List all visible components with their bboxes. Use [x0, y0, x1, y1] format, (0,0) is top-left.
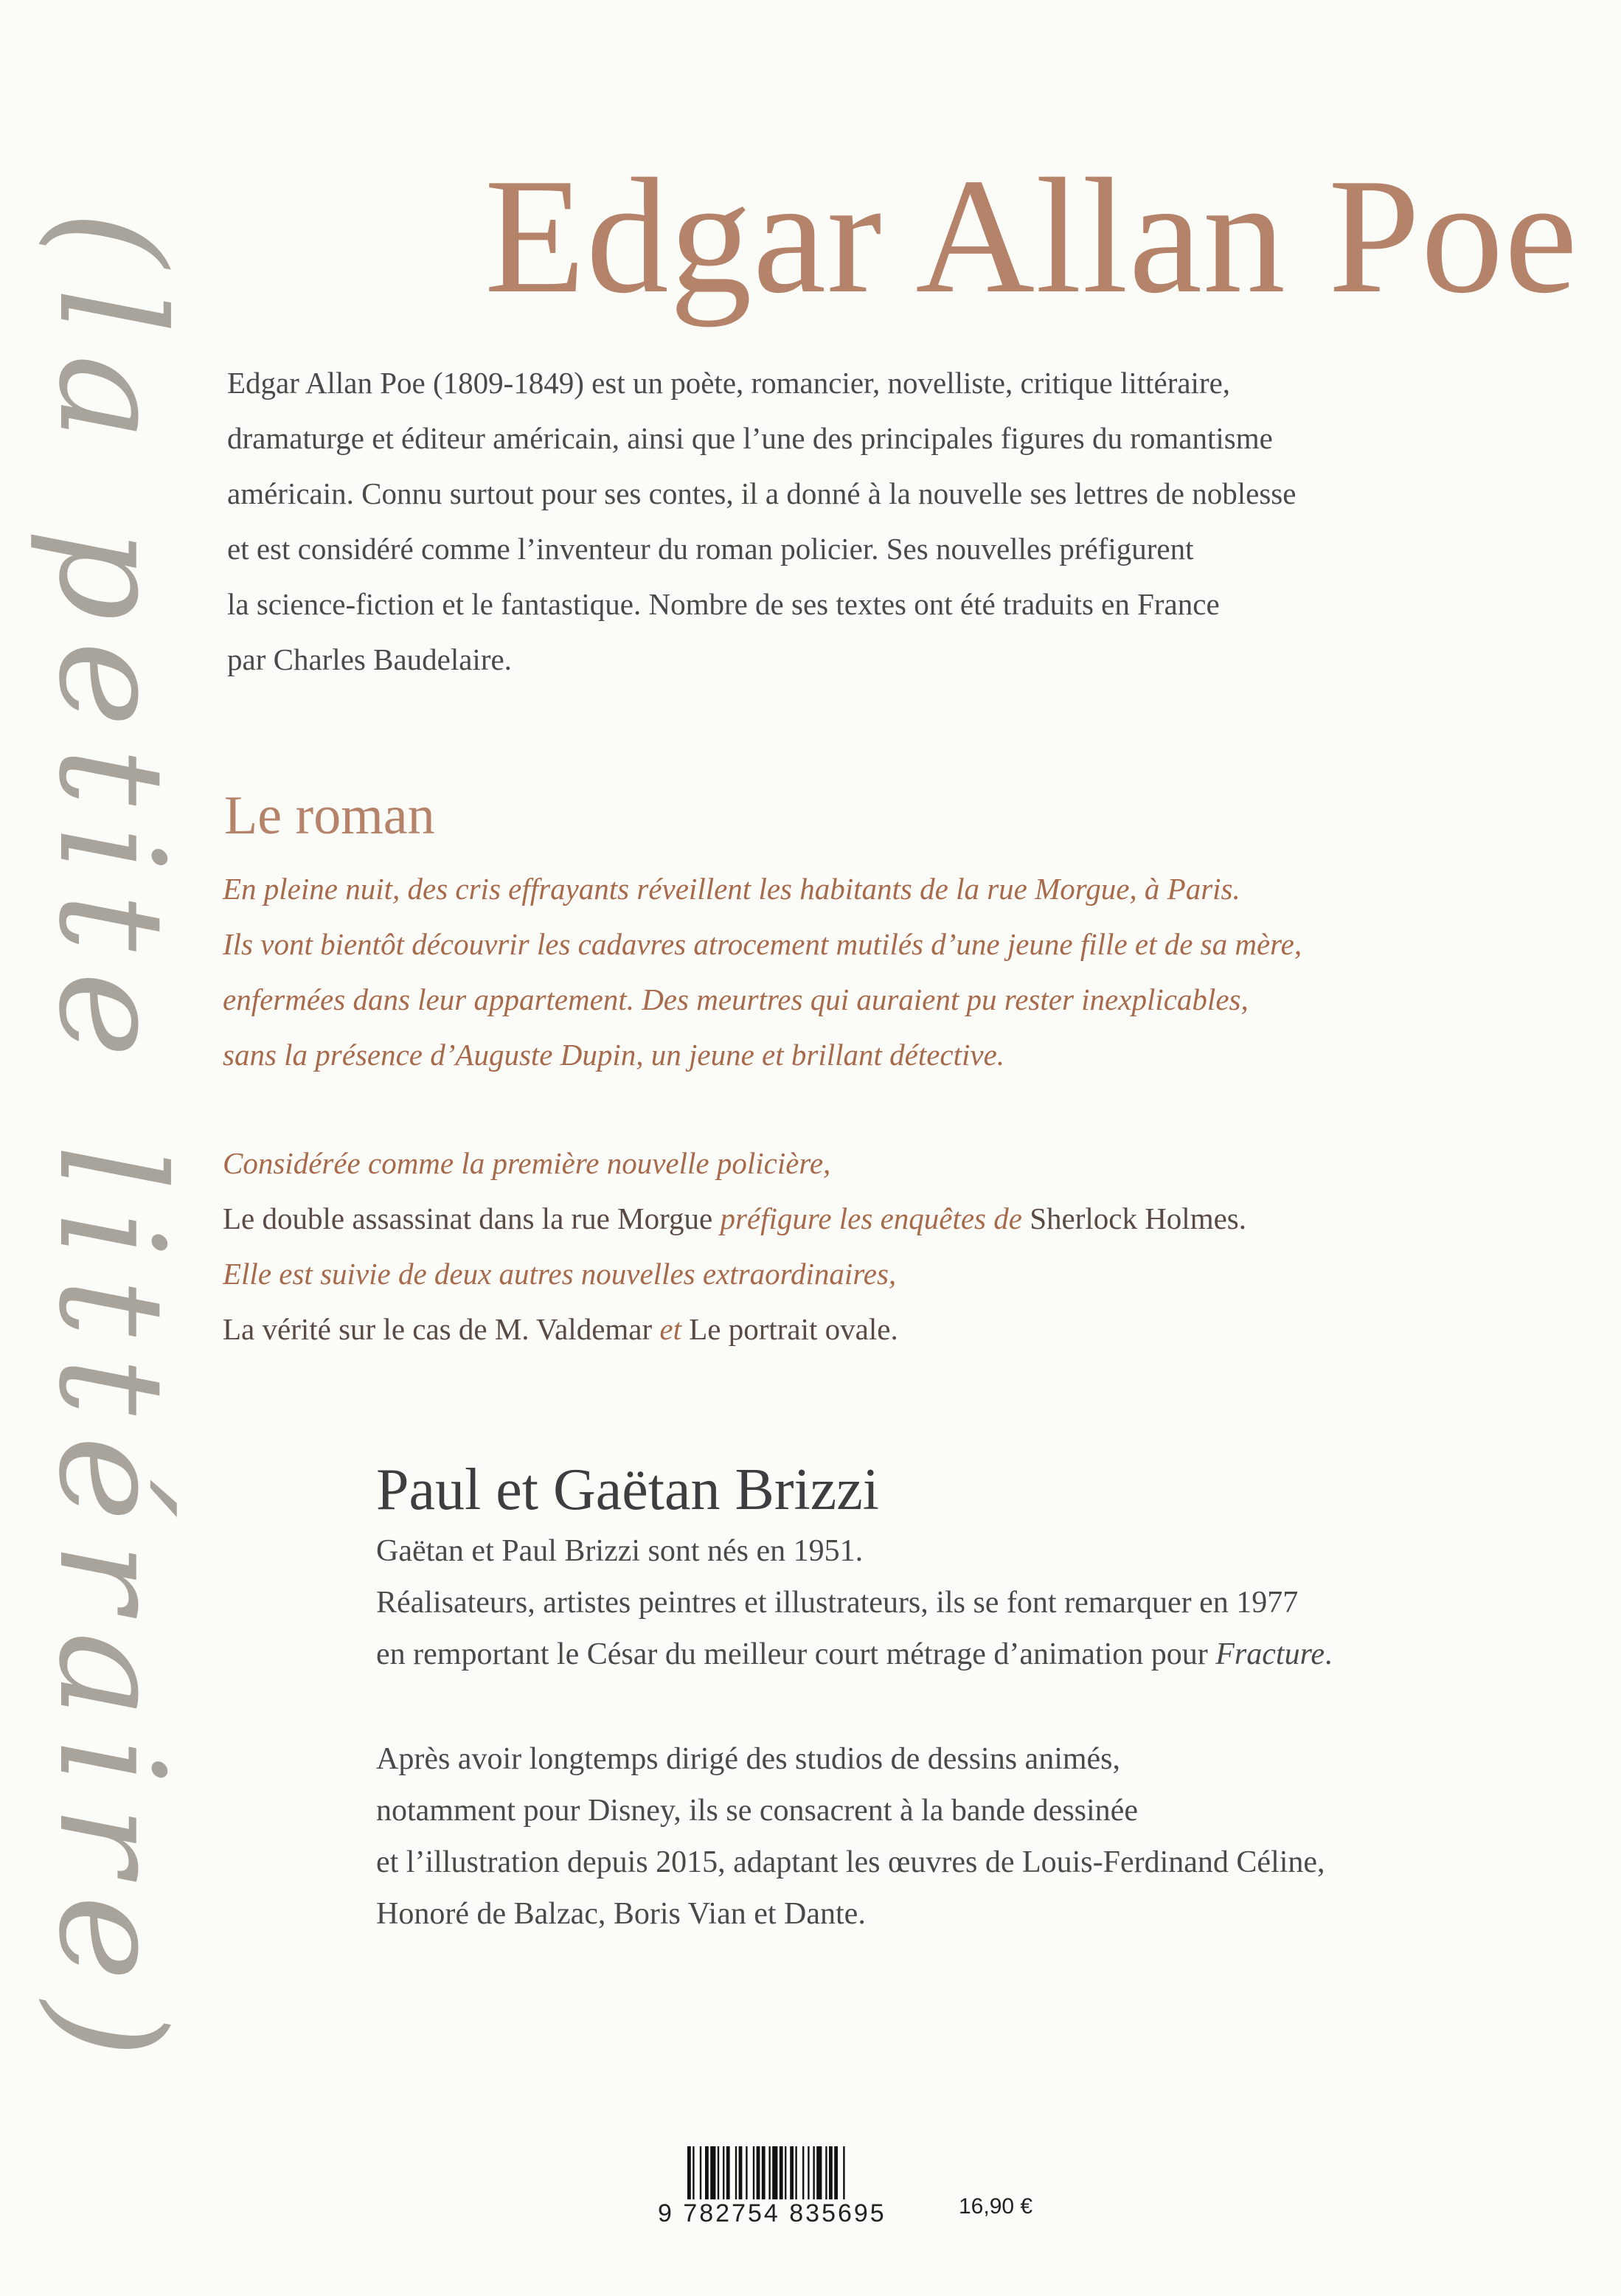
- barcode-bar: [723, 2146, 724, 2199]
- bio-line: par Charles Baudelaire.: [227, 642, 512, 676]
- illustrators-line: notamment pour Disney, ils se consacrent à la bande dessinée: [376, 1794, 1138, 1828]
- synopsis-line: sans la présence d’Auguste Dupin, un jeune et brillant détective.: [223, 1038, 1005, 1072]
- illustrators-heading: Paul et Gaëtan Brizzi: [376, 1457, 879, 1522]
- bio-line: la science-fiction et le fantastique. Nombre de ses textes ont été traduits en France: [227, 587, 1220, 621]
- barcode-bar: [739, 2146, 743, 2199]
- illustrators-line: [376, 1629, 1586, 1680]
- roman-mention: [223, 1136, 1565, 1357]
- mention-text: et: [652, 1312, 690, 1346]
- isbn-digits: 9 782754 835695: [658, 2199, 886, 2227]
- author-biography: [227, 356, 1555, 687]
- illustrators-line: et l’illustration depuis 2015, adaptant les œuvres de Louis-Ferdinand Céline,: [376, 1845, 1325, 1879]
- story-title-rue-morgue: Le double assassinat dans la rue Morgue: [223, 1201, 713, 1235]
- illustrators-line: Gaëtan et Paul Brizzi sont nés en 1951.: [376, 1534, 864, 1568]
- mention-line: [223, 1191, 1565, 1246]
- mention-line: Elle est suivie de deux autres nouvelles extraordinaires,: [223, 1257, 897, 1291]
- barcode-bar: [843, 2146, 844, 2199]
- synopsis-line: enfermées dans leur appartement. Des meurtres qui auraient pu rester inexplicables,: [223, 982, 1249, 1016]
- illustrators-line: Après avoir longtemps dirigé des studios de dessins animés,: [376, 1742, 1121, 1776]
- story-title-portrait-ovale: Le portrait ovale.: [689, 1312, 898, 1346]
- barcode-bar: [705, 2146, 709, 2199]
- barcode-bar: [808, 2146, 809, 2199]
- barcode-bars: [658, 2146, 938, 2199]
- barcode-bar: [726, 2146, 730, 2199]
- barcode-bar: [772, 2146, 777, 2199]
- barcode-bar: [768, 2146, 770, 2199]
- synopsis-line: En pleine nuit, des cris effrayants réveillent les habitants de la rue Morgue, à Paris.: [223, 872, 1240, 906]
- barcode-bar: [757, 2146, 760, 2199]
- film-title: Fracture: [1215, 1637, 1325, 1671]
- price-label: 16,90 €: [959, 2194, 1033, 2219]
- barcode-bar: [700, 2146, 701, 2199]
- barcode-bar: [795, 2146, 796, 2199]
- illustrators-line: Réalisateurs, artistes peintres et illustrateurs, ils se font remarquer en 1977: [376, 1586, 1299, 1620]
- illustrators-line: Honoré de Balzac, Boris Vian et Dante.: [376, 1897, 866, 1931]
- barcode-bar: [813, 2146, 814, 2199]
- barcode-bar: [710, 2146, 715, 2199]
- bio-line: Edgar Allan Poe (1809-1849) est un poète, romancier, novelliste, critique littéraire,: [227, 366, 1231, 400]
- roman-synopsis: [223, 861, 1565, 1083]
- story-title-valdemar: La vérité sur le cas de M. Valdemar: [223, 1312, 653, 1346]
- barcode-bar: [816, 2146, 822, 2199]
- barcode-bar: [829, 2146, 833, 2199]
- barcode-bar: [780, 2146, 783, 2199]
- barcode-bar: [825, 2146, 827, 2199]
- book-author-title: Edgar Allan Poe: [484, 145, 1578, 327]
- barcode-bar: [693, 2146, 694, 2199]
- bio-line: dramaturge et éditeur américain, ainsi que l’une des principales figures du romantisme: [227, 421, 1273, 455]
- barcode-bar: [718, 2146, 719, 2199]
- isbn-barcode: [658, 2146, 1056, 2233]
- barcode-bar: [802, 2146, 804, 2199]
- sherlock-holmes-name: Sherlock Holmes.: [1030, 1201, 1246, 1235]
- synopsis-line: Ils vont bientôt découvrir les cadavres atrocement mutilés d’une jeune fille et de sa mère,: [223, 927, 1302, 961]
- mention-line: [223, 1302, 1565, 1357]
- bio-line: et est considéré comme l’inventeur du roman policier. Ses nouvelles préfigurent: [227, 532, 1194, 566]
- barcode-bar: [735, 2146, 737, 2199]
- barcode-bar: [785, 2146, 786, 2199]
- barcode-bar: [746, 2146, 747, 2199]
- series-spine-title: (la petite littéraire): [27, 210, 195, 2079]
- illustrators-biography: [376, 1525, 1586, 1940]
- mention-text: préfigure les enquêtes de: [712, 1201, 1030, 1235]
- roman-heading: Le roman: [224, 785, 435, 846]
- illustrators-text: .: [1325, 1637, 1333, 1671]
- bio-line: américain. Connu surtout pour ses contes, il a donné à la nouvelle ses lettres de noblesse: [227, 476, 1297, 510]
- barcode-bar: [687, 2146, 691, 2199]
- barcode-bar: [790, 2146, 794, 2199]
- mention-line: Considérée comme la première nouvelle policière,: [223, 1146, 831, 1180]
- barcode-bar: [834, 2146, 838, 2199]
- barcode-bar: [762, 2146, 766, 2199]
- paragraph-gap: [376, 1680, 1586, 1733]
- barcode-bar: [753, 2146, 754, 2199]
- illustrators-text: en remportant le César du meilleur court métrage d’animation pour: [376, 1637, 1216, 1671]
